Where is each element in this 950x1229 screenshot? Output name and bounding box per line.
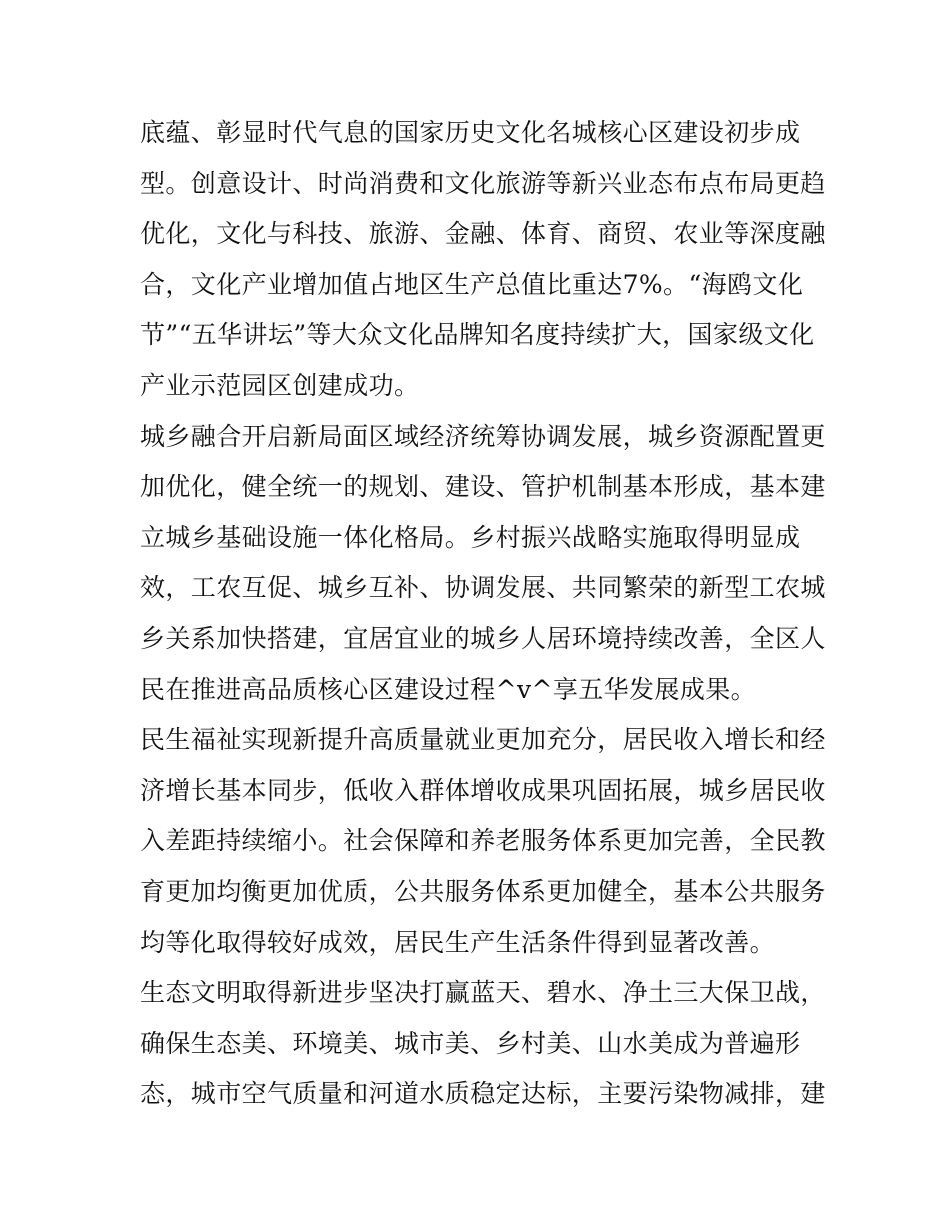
text-line: 育更加均衡更加优质，公共服务体系更加健全，基本公共服务: [140, 876, 826, 906]
text-line: 产业示范园区创建成功。: [140, 370, 420, 400]
text-line: 合，文化产业增加值占地区生产总值比重达7%。“海鸥文化: [140, 269, 804, 299]
text-line: 底蕴、彰显时代气息的国家历史文化名城核心区建设初步成: [140, 118, 801, 147]
text-line: 效，工农互促、城乡互补、协调发展、共同繁荣的新型工农城: [140, 573, 826, 603]
text-line: 优化，文化与科技、旅游、金融、体育、商贸、农业等深度融: [140, 219, 826, 249]
text-line: 民生福祉实现新提升高质量就业更加充分，居民收入增长和经: [140, 725, 826, 755]
text-line: 加优化，健全统一的规划、建设、管护机制基本形成，基本建: [140, 472, 826, 502]
text-line: 生态文明取得新进步坚决打赢蓝天、碧水、净土三大保卫战，: [140, 978, 826, 1008]
text-line: 确保生态美、环境美、城市美、乡村美、山水美成为普遍形: [140, 1028, 801, 1058]
text-line: 入差距持续缩小。社会保障和养老服务体系更加完善，全民教: [140, 826, 826, 856]
text-line: 乡关系加快搭建，宜居宜业的城乡人居环境持续改善，全区人: [140, 623, 826, 653]
text-line: 态，城市空气质量和河道水质稳定达标，主要污染物减排，建: [140, 1079, 826, 1109]
text-line: 型。创意设计、时尚消费和文化旅游等新兴业态布点布局更趋: [140, 168, 826, 198]
text-line: 立城乡基础设施一体化格局。乡村振兴战略实施取得明显成: [140, 522, 801, 552]
body-text: [140, 108, 826, 1120]
text-line: 城乡融合开启新局面区域经济统筹协调发展，城乡资源配置更: [140, 421, 826, 451]
text-line: 民在推进高品质核心区建设过程^v^享五华发展成果。: [140, 674, 757, 704]
text-line: 均等化取得较好成效，居民生产生活条件得到显著改善。: [140, 927, 776, 957]
text-line: 节”“五华讲坛”等大众文化品牌知名度持续扩大，国家级文化: [140, 320, 815, 350]
text-line: 济增长基本同步，低收入群体增收成果巩固拓展，城乡居民收: [140, 775, 826, 805]
